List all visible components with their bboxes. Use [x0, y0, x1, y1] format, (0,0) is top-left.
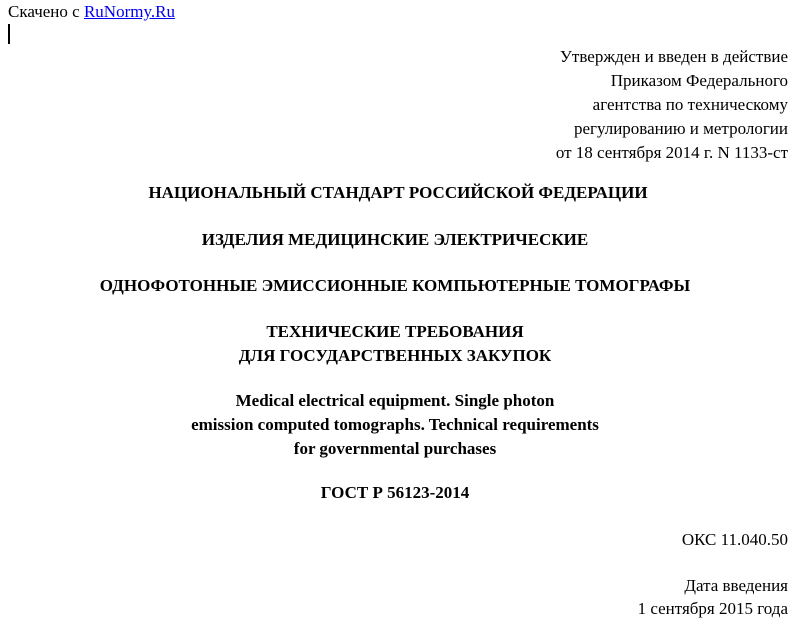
approval-block — [288, 45, 788, 165]
approval-line: Утвержден и введен в действие — [559, 47, 788, 66]
source-prefix: Скачено с — [8, 2, 84, 21]
oks-code: ОКС 11.040.50 — [681, 530, 788, 549]
standard-type-heading: НАЦИОНАЛЬНЫЙ СТАНДАРТ РОССИЙСКОЙ ФЕДЕРАЦИИ — [148, 183, 648, 202]
product-heading: ОДНОФОТОННЫЕ ЭМИССИОННЫЕ КОМПЬЮТЕРНЫЕ ТОМОГРАФЫ — [99, 276, 691, 295]
source-link[interactable]: RuNormy.Ru — [83, 2, 175, 21]
requirements-line: ДЛЯ ГОСУДАРСТВЕННЫХ ЗАКУПОК — [238, 346, 552, 365]
english-title-line: for governmental purchases — [293, 439, 497, 458]
approval-line: регулированию и метрологии — [573, 119, 788, 138]
english-title-line: Medical electrical equipment. Single photon — [235, 391, 555, 410]
requirements-line: ТЕХНИЧЕСКИЕ ТРЕБОВАНИЯ — [266, 322, 524, 341]
requirements-heading — [0, 320, 790, 368]
approval-line: Приказом Федерального — [610, 71, 788, 90]
product-group-heading: ИЗДЕЛИЯ МЕДИЦИНСКИЕ ЭЛЕКТРИЧЕСКИЕ — [201, 230, 589, 249]
text-cursor — [8, 24, 10, 44]
english-title — [0, 389, 790, 461]
approval-line: агентства по техническому — [592, 95, 788, 114]
approval-line: от 18 сентября 2014 г. N 1133-ст — [555, 143, 788, 162]
effective-date-label: Дата введения — [684, 576, 788, 595]
effective-date-value: 1 сентября 2015 года — [637, 599, 788, 618]
english-title-line: emission computed tomographs. Technical requirements — [191, 415, 599, 434]
source-line — [8, 1, 175, 23]
standard-designation: ГОСТ Р 56123-2014 — [320, 483, 470, 502]
